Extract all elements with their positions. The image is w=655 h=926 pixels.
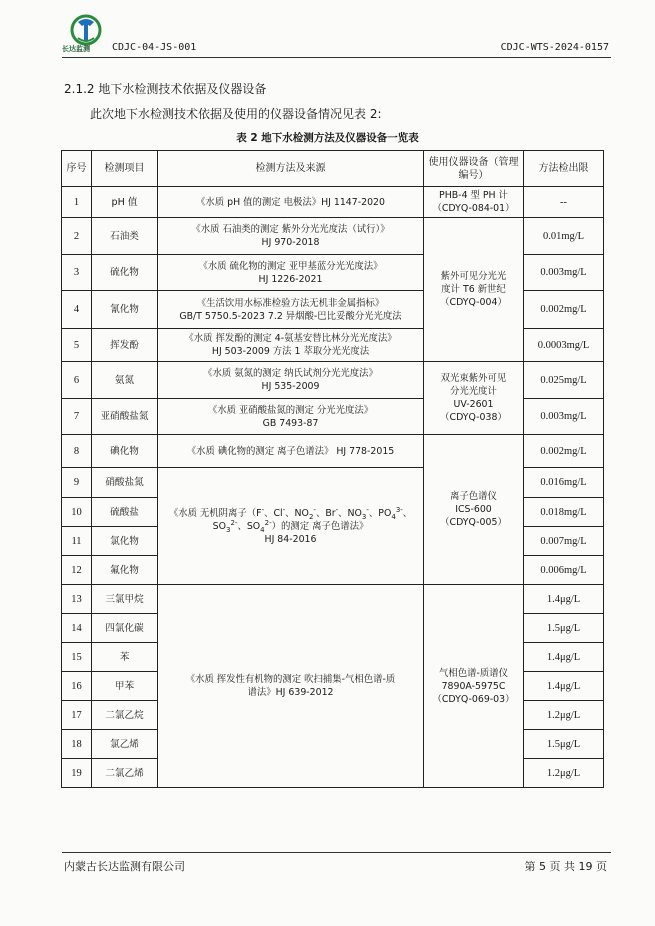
row-item: 甲苯 (92, 672, 158, 701)
row-limit: 1.4μg/L (524, 585, 604, 614)
row-no: 19 (62, 759, 92, 788)
doc-code-left: CDJC-04-JS-001 (112, 42, 197, 53)
row-no: 5 (62, 329, 92, 362)
row-no: 13 (62, 585, 92, 614)
row-no: 15 (62, 643, 92, 672)
row-instrument: PHB-4 型 PH 计 （CDYQ-084-01） (424, 187, 524, 218)
doc-code-right: CDJC-WTS-2024-0157 (500, 42, 609, 53)
table-row (62, 585, 604, 614)
row-limit: 1.4μg/L (524, 643, 604, 672)
row-no: 16 (62, 672, 92, 701)
row-limit: 0.003mg/L (524, 255, 604, 291)
row-instrument: 紫外可见分光光 度计 T6 新世纪 （CDYQ-004） (424, 218, 524, 362)
row-no: 9 (62, 468, 92, 498)
row-no: 11 (62, 527, 92, 556)
footer-divider (62, 852, 611, 853)
row-limit: 0.003mg/L (524, 399, 604, 435)
row-limit: 1.5μg/L (524, 614, 604, 643)
row-limit: 0.01mg/L (524, 218, 604, 255)
row-no: 17 (62, 701, 92, 730)
row-item: pH 值 (92, 187, 158, 218)
row-item: 二氯乙烷 (92, 701, 158, 730)
row-limit: 1.2μg/L (524, 701, 604, 730)
row-item: 硫酸盐 (92, 498, 158, 527)
logo-text: 长达监测 (62, 45, 90, 53)
row-no: 12 (62, 556, 92, 585)
row-limit: 0.007mg/L (524, 527, 604, 556)
footer-company: 内蒙古长达监测有限公司 (64, 860, 185, 873)
header-limit: 方法检出限 (524, 151, 604, 187)
row-no: 2 (62, 218, 92, 255)
row-no: 1 (62, 187, 92, 218)
row-limit: 0.006mg/L (524, 556, 604, 585)
row-method: 《水质 挥发酚的测定 4-氨基安替比林分光光度法》 HJ 503-2009 方法 1 萃取分光光度法 (158, 329, 424, 362)
row-method: 《水质 碘化物的测定 离子色谱法》 HJ 778-2015 (158, 435, 424, 468)
row-no: 3 (62, 255, 92, 291)
row-item: 石油类 (92, 218, 158, 255)
row-item: 四氯化碳 (92, 614, 158, 643)
footer-page-number: 第 5 页 共 19 页 (524, 860, 607, 873)
row-no: 7 (62, 399, 92, 435)
table-caption: 表 2 地下水检测方法及仪器设备一览表 (236, 132, 419, 144)
row-limit: 0.002mg/L (524, 291, 604, 329)
row-method: 《水质 挥发性有机物的测定 吹扫捕集-气相色谱-质 谱法》HJ 639-2012 (158, 585, 424, 788)
row-item: 苯 (92, 643, 158, 672)
row-limit: 0.016mg/L (524, 468, 604, 498)
row-item: 三氯甲烷 (92, 585, 158, 614)
header-divider (62, 57, 611, 58)
row-limit: 1.5μg/L (524, 730, 604, 759)
header-item: 检测项目 (92, 151, 158, 187)
row-limit: 1.2μg/L (524, 759, 604, 788)
header-instrument: 使用仪器设备（管理编号） (424, 151, 524, 187)
row-item: 碘化物 (92, 435, 158, 468)
table-header-row (62, 151, 604, 187)
row-item: 氨氮 (92, 362, 158, 399)
row-no: 18 (62, 730, 92, 759)
row-instrument: 气相色谱-质谱仪 7890A-5975C （CDYQ-069-03） (424, 585, 524, 788)
row-item: 硝酸盐氮 (92, 468, 158, 498)
row-item: 亚硝酸盐氮 (92, 399, 158, 435)
row-no: 10 (62, 498, 92, 527)
methods-table (61, 150, 604, 788)
row-item: 挥发酚 (92, 329, 158, 362)
row-limit: 0.025mg/L (524, 362, 604, 399)
row-no: 4 (62, 291, 92, 329)
row-item: 氰化物 (92, 291, 158, 329)
row-item: 硫化物 (92, 255, 158, 291)
table-row (62, 435, 604, 468)
table-row (62, 187, 604, 218)
row-item: 氯乙烯 (92, 730, 158, 759)
row-limit: 0.002mg/L (524, 435, 604, 468)
row-method: 《水质 氨氮的测定 纳氏试剂分光光度法》 HJ 535-2009 (158, 362, 424, 399)
row-item: 氟化物 (92, 556, 158, 585)
row-no: 6 (62, 362, 92, 399)
intro-text: 此次地下水检测技术依据及使用的仪器设备情况见表 2: (90, 107, 382, 121)
table-row (62, 362, 604, 399)
header-method: 检测方法及来源 (158, 151, 424, 187)
row-method: 《水质 石油类的测定 紫外分光光度法（试行）》 HJ 970-2018 (158, 218, 424, 255)
row-method: 《水质 pH 值的测定 电极法》HJ 1147-2020 (158, 187, 424, 218)
row-limit: 1.4μg/L (524, 672, 604, 701)
table-row (62, 218, 604, 255)
section-title: 2.1.2 地下水检测技术依据及仪器设备 (64, 82, 267, 96)
row-limit: 0.018mg/L (524, 498, 604, 527)
row-method: 《水质 无机阴离子（F-、Cl-、$NO_2^-$、Br-、$NO_3^-$、$PO_4^{3-}$、 $SO_3^{2-}$、$SO_4^{2-}$）的测定 离子色谱法》 HJ 84-2016 (158, 468, 424, 585)
row-limit: -- (524, 187, 604, 218)
row-instrument: 双光束紫外可见 分光光度计 UV-2601 （CDYQ-038） (424, 362, 524, 435)
row-limit: 0.0003mg/L (524, 329, 604, 362)
row-no: 14 (62, 614, 92, 643)
row-method: 《生活饮用水标准检验方法无机非金属指标》 GB/T 5750.5-2023 7.2 异烟酸-巴比妥酸分光光度法 (158, 291, 424, 329)
header-no: 序号 (62, 151, 92, 187)
row-item: 二氯乙烯 (92, 759, 158, 788)
row-method: 《水质 硫化物的测定 亚甲基蓝分光光度法》 HJ 1226-2021 (158, 255, 424, 291)
row-no: 8 (62, 435, 92, 468)
row-item: 氯化物 (92, 527, 158, 556)
row-method: 《水质 亚硝酸盐氮的测定 分光光度法》 GB 7493-87 (158, 399, 424, 435)
row-instrument: 离子色谱仪 ICS-600 （CDYQ-005） (424, 435, 524, 585)
